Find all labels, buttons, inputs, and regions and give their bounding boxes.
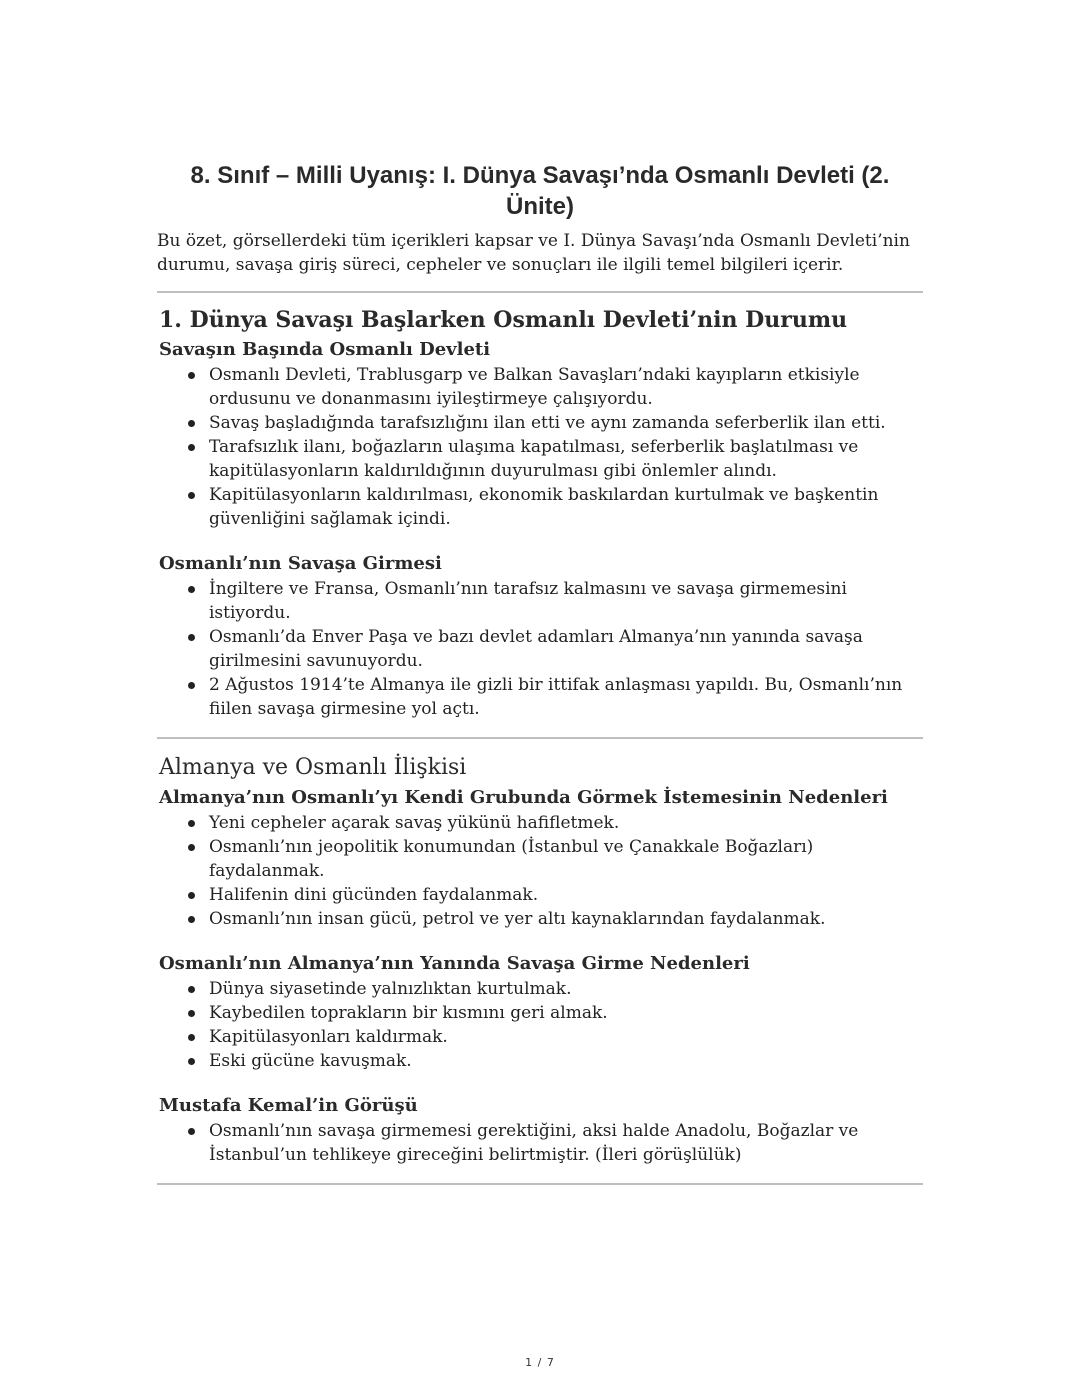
bullet-list-almanya-nedenleri: [157, 811, 923, 931]
list-item: Eski gücüne kavuşmak.: [209, 1049, 923, 1073]
list-item: Kapitülasyonları kaldırmak.: [209, 1025, 923, 1049]
list-item: İngiltere ve Fransa, Osmanlı’nın tarafsız kalmasını ve savaşa girmemesini istiyordu.: [209, 577, 923, 625]
list-item: Osmanlı’nın insan gücü, petrol ve yer altı kaynaklarından faydalanmak.: [209, 907, 923, 931]
list-item: Osmanlı’nın jeopolitik konumundan (İstanbul ve Çanakkale Boğazları) faydalanmak.: [209, 835, 923, 883]
divider: [157, 737, 923, 739]
section-heading-2: Almanya ve Osmanlı İlişkisi: [159, 755, 467, 780]
divider: [157, 291, 923, 293]
bullet-list-mustafa-kemal: [157, 1119, 923, 1167]
subheading-mustafa-kemal: Mustafa Kemal’in Görüşü: [159, 1095, 418, 1116]
list-item: Kapitülasyonların kaldırılması, ekonomik baskılardan kurtulmak ve başkentin güvenliğini sağlamak içindi.: [209, 483, 923, 531]
list-item: Kaybedilen toprakların bir kısmını geri almak.: [209, 1001, 923, 1025]
subheading-savasa-girmesi: Osmanlı’nın Savaşa Girmesi: [159, 553, 442, 574]
list-item: Savaş başladığında tarafsızlığını ilan etti ve aynı zamanda seferberlik ilan etti.: [209, 411, 923, 435]
bullet-list-savasa-girmesi: [157, 577, 923, 721]
intro-paragraph: Bu özet, görsellerdeki tüm içerikleri kapsar ve I. Dünya Savaşı’nda Osmanlı Devleti’nin durumu, savaşa giriş süreci, cepheler ve sonuçları ile ilgili temel bilgileri içerir.: [157, 231, 910, 275]
subheading-almanya-nedenleri: Almanya’nın Osmanlı’yı Kendi Grubunda Görmek İstemesinin Nedenleri: [159, 787, 888, 808]
list-item: Osmanlı’da Enver Paşa ve bazı devlet adamları Almanya’nın yanında savaşa girilmesini savunuyordu.: [209, 625, 923, 673]
subheading-savasin-basinda: Savaşın Başında Osmanlı Devleti: [159, 339, 491, 360]
page-number: 1 / 7: [525, 1356, 555, 1369]
list-item: Dünya siyasetinde yalnızlıktan kurtulmak.: [209, 977, 923, 1001]
list-item: Yeni cepheler açarak savaş yükünü hafifletmek.: [209, 811, 923, 835]
list-item: Tarafsızlık ilanı, boğazların ulaşıma kapatılması, seferberlik başlatılması ve kapitülasyonların kaldırıldığının duyurulması gibi önlemler alındı.: [209, 435, 923, 483]
divider: [157, 1183, 923, 1185]
subheading-osmanli-nedenleri: Osmanlı’nın Almanya’nın Yanında Savaşa Girme Nedenleri: [159, 953, 750, 974]
document-title: 8. Sınıf – Milli Uyanış: I. Dünya Savaşı’nda Osmanlı Devleti (2. Ünite): [190, 162, 890, 220]
section-heading-1: 1. Dünya Savaşı Başlarken Osmanlı Devleti’nin Durumu: [159, 307, 848, 333]
bullet-list-osmanli-nedenleri: [157, 977, 923, 1073]
list-item: Osmanlı Devleti, Trablusgarp ve Balkan Savaşları’ndaki kayıpların etkisiyle ordusunu ve donanmasını iyileştirmeye çalışıyordu.: [209, 363, 923, 411]
list-item: Halifenin dini gücünden faydalanmak.: [209, 883, 923, 907]
bullet-list-savasin-basinda: [157, 363, 923, 531]
list-item: Osmanlı’nın savaşa girmemesi gerektiğini, aksi halde Anadolu, Boğazlar ve İstanbul’un tehlikeye gireceğini belirtmiştir. (İleri görüşlülük): [209, 1119, 923, 1167]
list-item: 2 Ağustos 1914’te Almanya ile gizli bir ittifak anlaşması yapıldı. Bu, Osmanlı’nın fiilen savaşa girmesine yol açtı.: [209, 673, 923, 721]
document-page: [157, 160, 923, 1185]
